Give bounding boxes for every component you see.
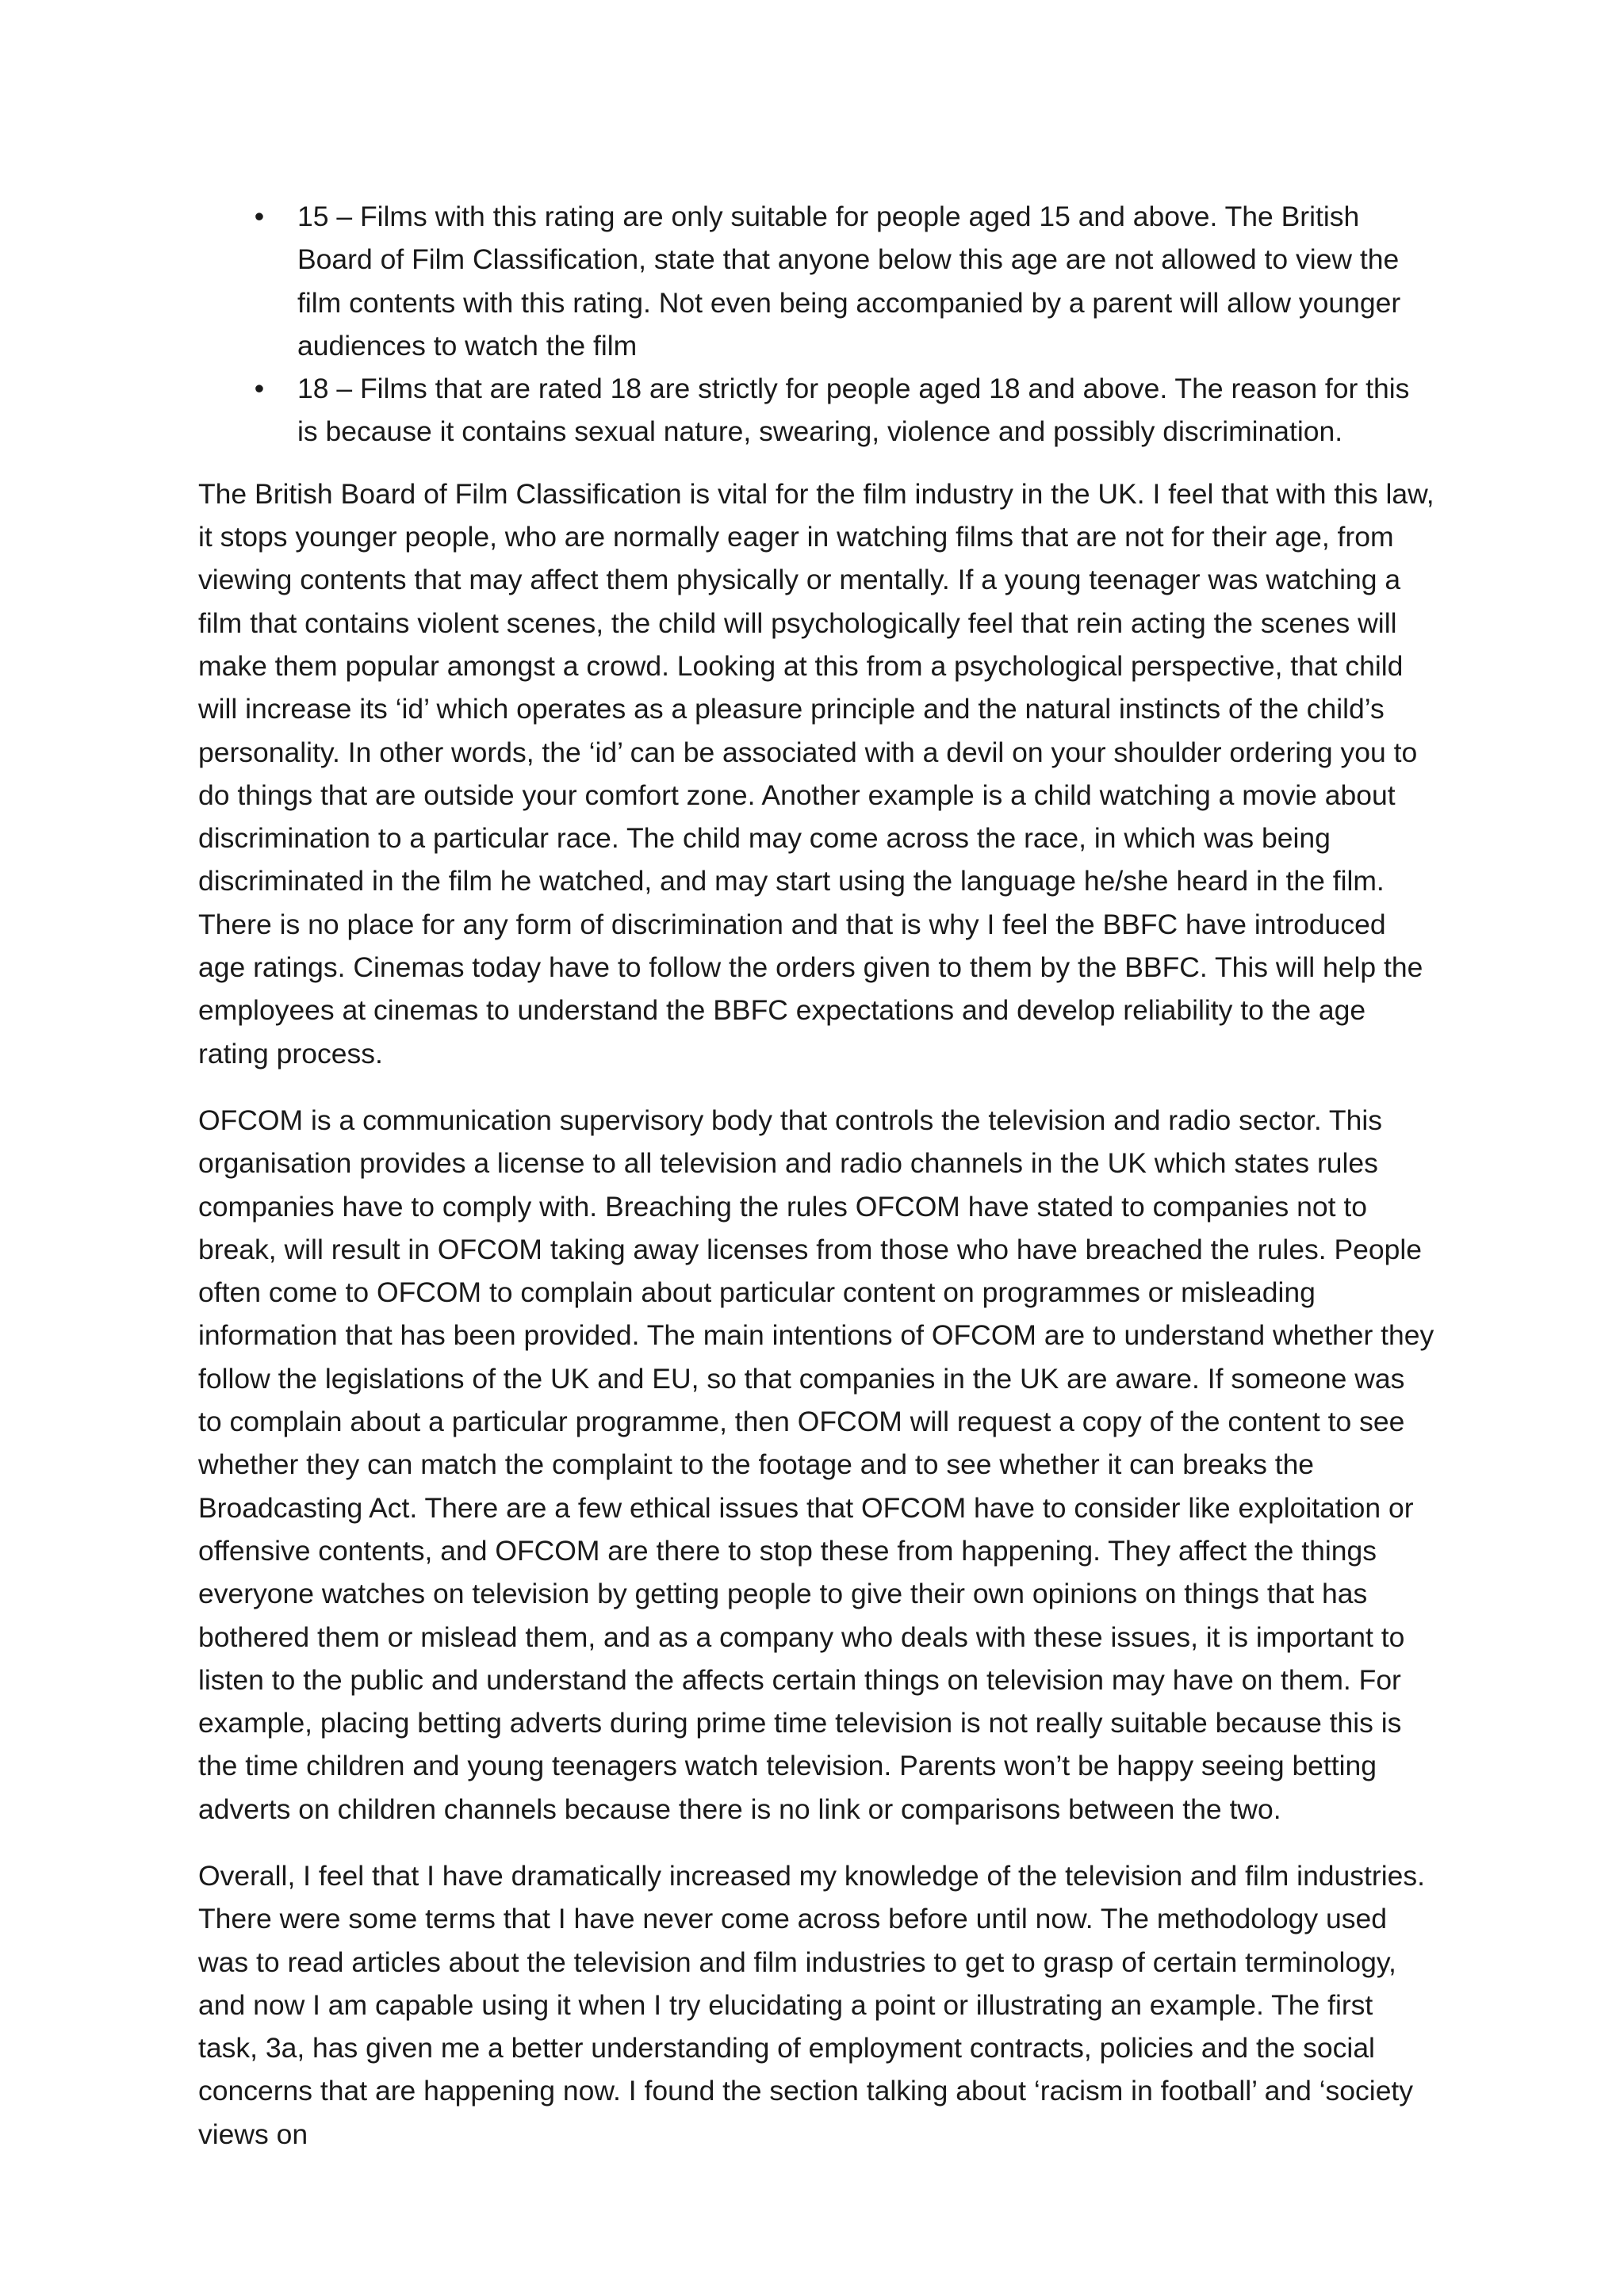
paragraph-overall: Overall, I feel that I have dramatically increased my knowledge of the television and film industries. There were some terms that I have never come across before until now. The methodology used was to read articles about the television and film industries to get to grasp of certain terminology, and now I am capable using it when I try elucidating a point or illustrating an example. The first task, 3a, has given me a better understanding of employment contracts, policies and the social concerns that are happening now. I found the section talking about ‘racism in football’ and ‘society views on <box>198 1859 1425 2150</box>
list-item-text: 18 – Films that are rated 18 are strictly for people aged 18 and above. The reason for this is because it contains sexual nature, swearing, violence and possibly discrimination. <box>297 373 1410 448</box>
list-item <box>198 367 1435 453</box>
paragraph-ofcom: OFCOM is a communication supervisory body that controls the television and radio sector. This organisation provides a license to all television and radio channels in the UK which states rules companies have to comply with. Breaching the rules OFCOM have stated to companies not to break, will result in OFCOM taking away licenses from those who have breached the rules. People often come to OFCOM to complain about particular content on programmes or misleading information that has been provided. The main intentions of OFCOM are to understand whether they follow the legislations of the UK and EU, so that companies in the UK are aware. If someone was to complain about a particular programme, then OFCOM will request a copy of the content to see whether they can match the complaint to the footage and to see whether it can breaks the Broadcasting Act. There are a few ethical issues that OFCOM have to consider like exploitation or offensive contents, and OFCOM are there to stop these from happening. They affect the things everyone watches on television by getting people to give their own opinions on things that has bothered them or mislead them, and as a company who deals with these issues, it is important to listen to the public and understand the affects certain things on television may have on them. For example, placing betting adverts during prime time television is not really suitable because this is the time children and young teenagers watch television. Parents won’t be happy seeing betting adverts on children channels because there is no link or comparisons between the two. <box>198 1104 1434 1825</box>
bullet-icon: • <box>254 201 265 232</box>
age-rating-list <box>198 195 1435 453</box>
bullet-icon: • <box>254 373 265 405</box>
paragraph-bbfc: The British Board of Film Classification is vital for the film industry in the UK. I feel that with this law, it stops younger people, who are normally eager in watching films that are not for their age, from viewing contents that may affect them physically or mentally. If a young teenager was watching a film that contains violent scenes, the child will psychologically feel that rein acting the scenes will make them popular amongst a crowd. Looking at this from a psychological perspective, that child will increase its ‘id’ which operates as a pleasure principle and the natural instincts of the child’s personality. In other words, the ‘id’ can be associated with a devil on your shoulder ordering you to do things that are outside your comfort zone. Another example is a child watching a movie about discrimination to a particular race. The child may come across the race, in which was being discriminated in the film he watched, and may start using the language he/she heard in the film. There is no place for any form of discrimination and that is why I feel the BBFC have introduced age ratings. Cinemas today have to follow the orders given to them by the BBFC. This will help the employees at cinemas to understand the BBFC expectations and develop reliability to the age rating process. <box>198 477 1434 1070</box>
document-body <box>198 195 1435 2179</box>
list-item-text: 15 – Films with this rating are only suitable for people aged 15 and above. The British Board of Film Classification, state that anyone below this age are not allowed to view the film contents with this rating. Not even being accompanied by a parent will allow younger audiences to watch the film <box>297 201 1401 362</box>
list-item <box>198 195 1435 367</box>
